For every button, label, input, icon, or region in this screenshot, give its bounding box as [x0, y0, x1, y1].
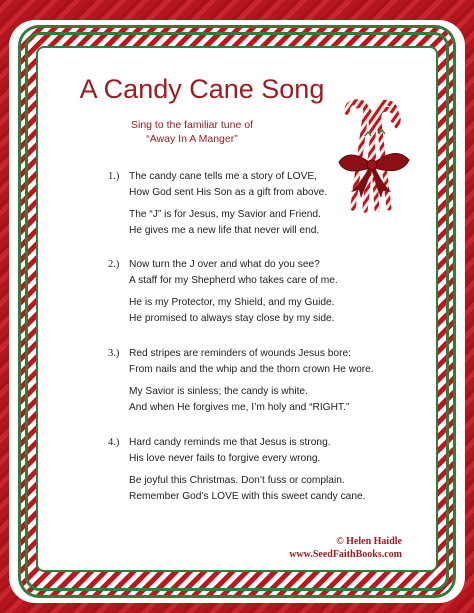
- verse-line: The “J” is for Jesus, my Savior and Friend.: [129, 209, 321, 220]
- stanza: [129, 473, 429, 504]
- copyright: © Helen Haidle: [336, 536, 402, 547]
- verse-line: A staff for my Shepherd who takes care of me.: [129, 274, 338, 286]
- subtitle-line-1: Sing to the familiar tune of: [131, 119, 253, 131]
- verse-4: [129, 435, 429, 504]
- stanza: [129, 257, 429, 288]
- verse-line: My Savior is sinless; the candy is white.: [129, 386, 308, 397]
- stanza: [129, 384, 429, 415]
- stanza: [129, 207, 429, 238]
- verse-line: Now turn the J over and what do you see?: [129, 259, 320, 270]
- page-title: A Candy Cane Song: [79, 74, 325, 104]
- verse-line: He is my Protector, my Shield, and my Guide.: [129, 297, 335, 308]
- website-link[interactable]: www.SeedFaithBooks.com: [289, 549, 402, 560]
- footer: [289, 535, 402, 561]
- verse-number: 1.): [108, 171, 120, 182]
- stanza: [129, 435, 429, 466]
- verse-3: [129, 346, 429, 415]
- verse-number: 3.): [108, 348, 120, 359]
- verse-line: How God sent His Son as a gift from above.: [129, 186, 328, 198]
- stanza: [129, 169, 429, 200]
- verse-line: The candy cane tells me a story of LOVE,: [129, 171, 317, 182]
- verse-line: He gives me a new life that never will end.: [129, 224, 320, 236]
- verse-line: Hard candy reminds me that Jesus is strong.: [129, 437, 331, 448]
- verse-line: Red stripes are reminders of wounds Jesus bore:: [129, 348, 351, 359]
- verse-line: Be joyful this Christmas. Don’t fuss or complain.: [129, 475, 345, 486]
- verse-line: His love never fails to forgive every wrong.: [129, 452, 321, 464]
- stanza: [129, 346, 429, 377]
- subtitle-line-2: “Away In A Manger”: [146, 133, 238, 145]
- verse-line: And when He forgives me, I’m holy and “RIGHT.”: [129, 401, 350, 413]
- verse-number: 4.): [108, 437, 120, 448]
- verse-1: [129, 169, 429, 238]
- verse-line: Remember God’s LOVE with this sweet candy cane.: [129, 490, 366, 502]
- verse-line: From nails and the whip and the thorn crown He wore.: [129, 363, 374, 375]
- verse-line: He promised to always stay close by my side.: [129, 312, 335, 324]
- verse-2: [129, 257, 429, 326]
- verse-number: 2.): [108, 259, 120, 270]
- stanza: [129, 295, 429, 326]
